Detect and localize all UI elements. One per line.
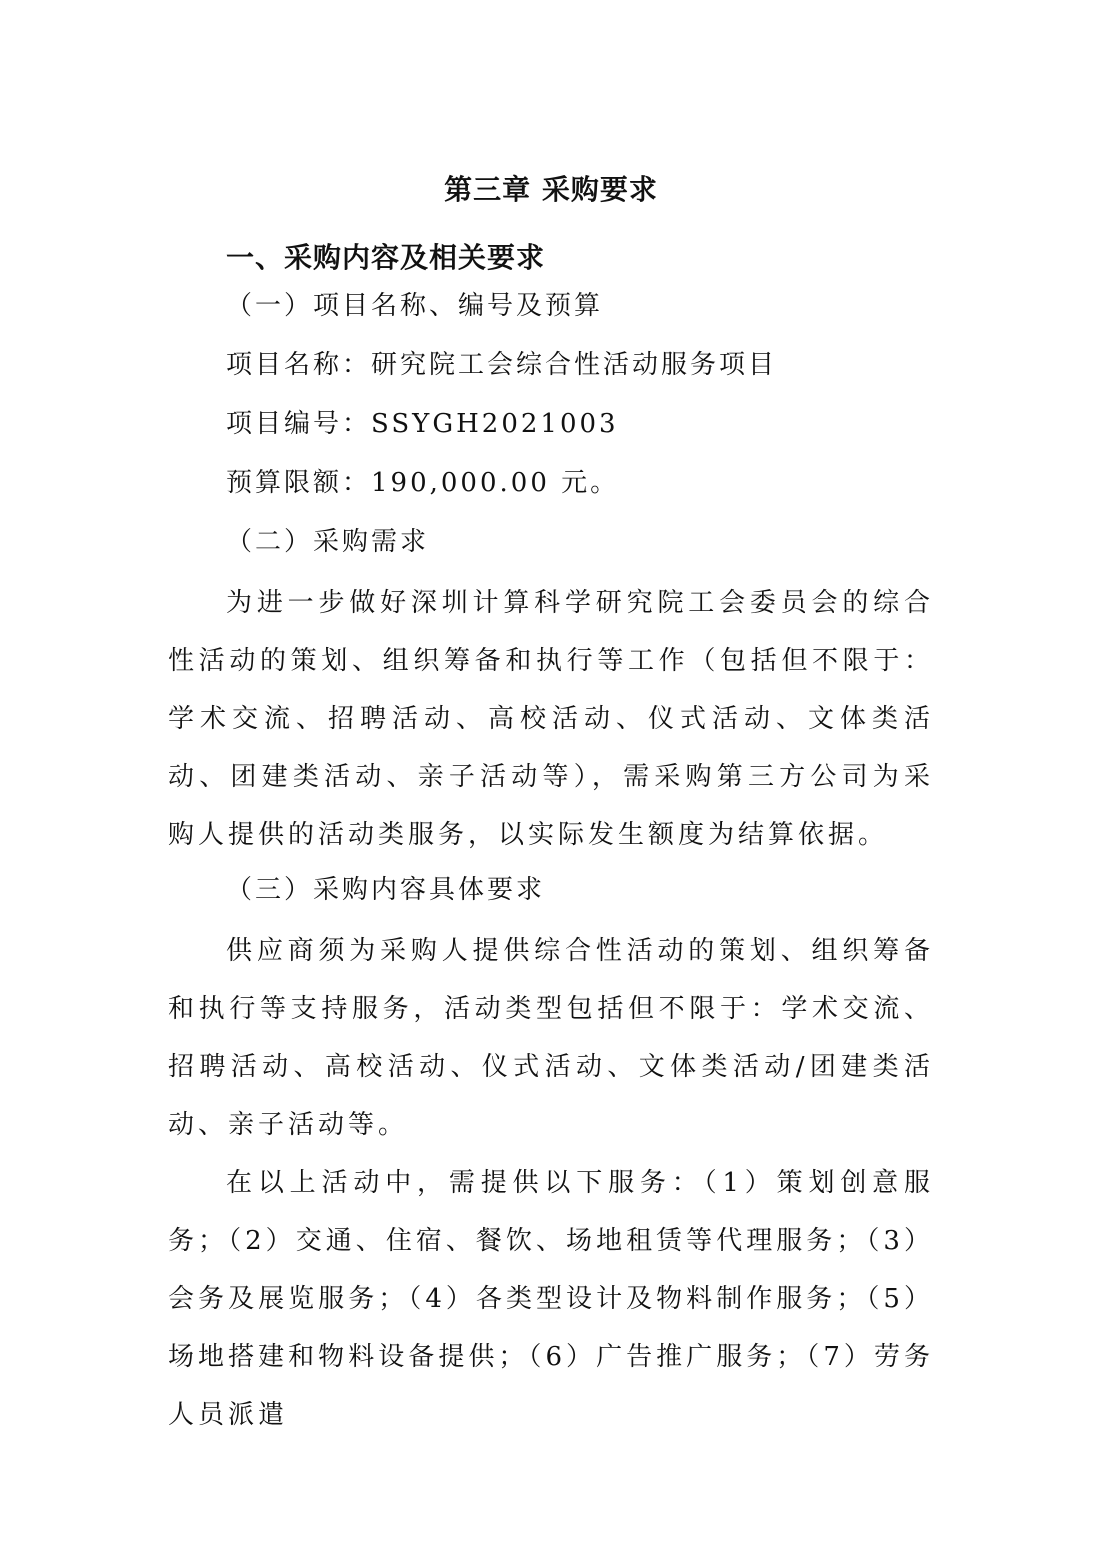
- project-number: 项目编号：SSYGH2021003: [226, 409, 619, 439]
- paragraph-content: 供应商须为采购人提供综合性活动的策划、组织筹备和执行等支持服务，活动类型包括但不限于：学术交流、招聘活动、高校活动、仪式活动、文体类活动/团建类活动、亲子活动等。: [168, 936, 934, 1140]
- subsection-heading-1: （一）项目名称、编号及预算: [226, 291, 604, 321]
- paragraph-demand: 为进一步做好深圳计算科学研究院工会委员会的综合性活动的策划、组织筹备和执行等工作（包括但不限于：学术交流、招聘活动、高校活动、仪式活动、文体类活动、团建类活动、亲子活动等），需采购第三方公司为采购人提供的活动类服务，以实际发生额度为结算依据。: [168, 588, 934, 850]
- paragraph-services: 在以上活动中，需提供以下服务：（1）策划创意服务；（2）交通、住宿、餐饮、场地租赁等代理服务；（3）会务及展览服务；（4）各类型设计及物料制作服务；（5）场地搭建和物料设备提供；（6）广告推广服务；（7）劳务人员派遣: [168, 1168, 934, 1430]
- subsection-heading-2: （二）采购需求: [226, 527, 430, 557]
- chapter-title: 第三章 采购要求: [444, 173, 658, 206]
- budget-limit: 预算限额：190,000.00 元。: [226, 468, 620, 498]
- section-title: 一、采购内容及相关要求: [226, 241, 546, 274]
- project-name: 项目名称：研究院工会综合性活动服务项目: [226, 350, 778, 380]
- subsection-heading-3: （三）采购内容具体要求: [226, 875, 546, 905]
